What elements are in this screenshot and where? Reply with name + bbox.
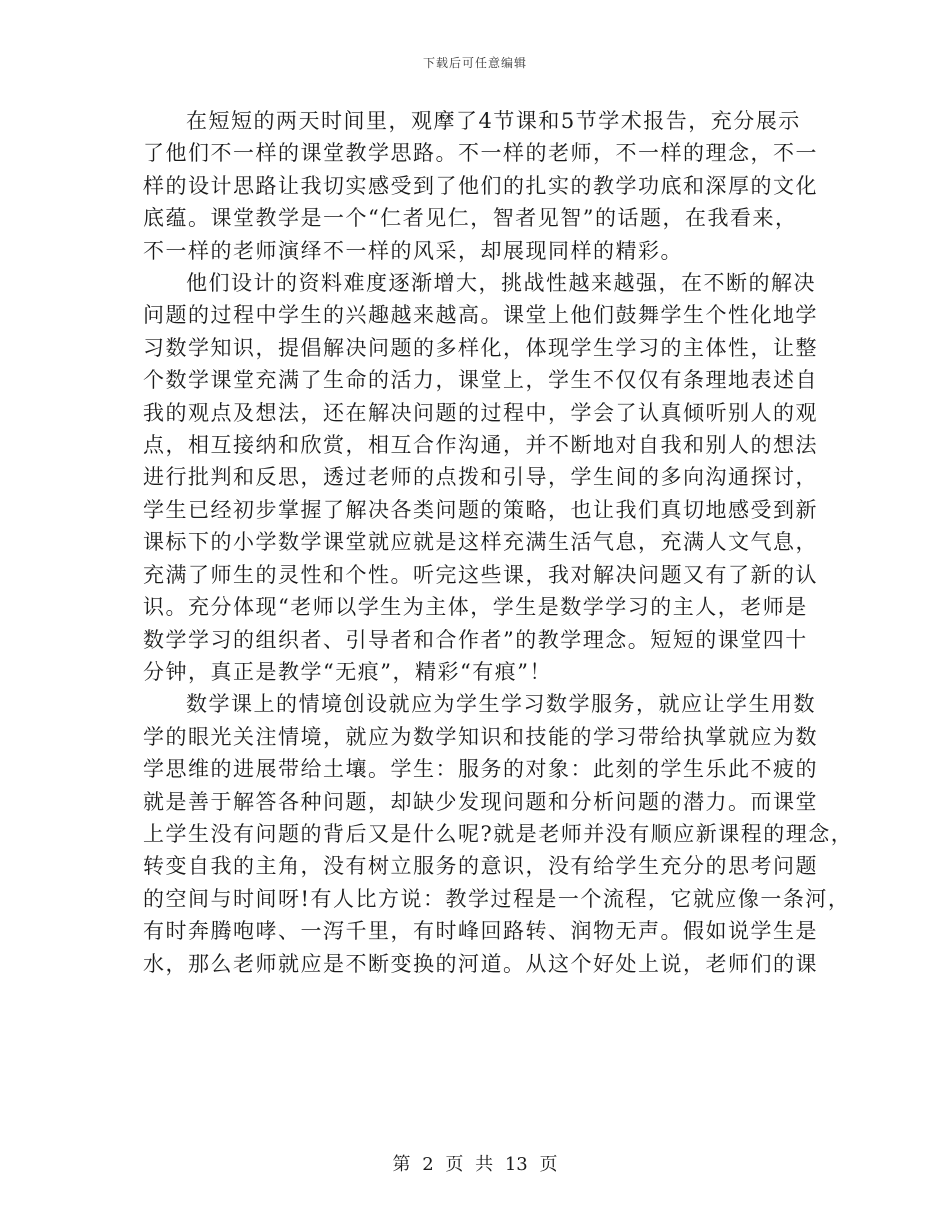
- document-body: [143, 105, 854, 980]
- text-line: 个数学课堂充满了生命的活力，课堂上，学生不仅仅有条理地表述自: [143, 368, 818, 393]
- text-line: 学的眼光关注情境，就应为数学知识和技能的学习带给执掌就应为数: [143, 724, 818, 749]
- text-line: 分钟，真正是教学“无痕”，精彩“有痕”！: [143, 659, 552, 684]
- text-line: 课标下的小学数学课堂就应就是这样充满生活气息，充满人文气息，: [143, 530, 818, 555]
- text-line: 样的设计思路让我切实感受到了他们的扎实的教学功底和深厚的文化: [143, 173, 818, 198]
- text-line: 在短短的两天时间里，观摩了4节课和5节学术报告，充分展示: [186, 109, 801, 133]
- text-line: 数学学习的组织者、引导者和合作者”的教学理念。短短的课堂四十: [143, 627, 808, 652]
- paragraph: [143, 267, 818, 688]
- paragraph: [143, 105, 818, 267]
- text-line: 转变自我的主角，没有树立服务的意识，没有给学生充分的思考问题: [143, 854, 818, 879]
- text-line: 我的观点及想法，还在解决问题的过程中，学会了认真倾听别人的观: [143, 400, 818, 425]
- text-line: 的空间与时间呀!有人比方说：教学过程是一个流程，它就应像一条河，: [143, 886, 851, 911]
- text-line: 就是善于解答各种问题，却缺少发现问题和分析问题的潜力。而课堂: [143, 789, 818, 814]
- text-line: 有时奔腾咆哮、一泻千里，有时峰回路转、润物无声。假如说学生是: [143, 919, 818, 944]
- paragraph: [143, 688, 854, 980]
- text-line: 习数学知识，提倡解决问题的多样化，体现学生学习的主体性，让整: [143, 335, 818, 360]
- text-line: 学生已经初步掌握了解决各类问题的策略，也让我们真切地感受到新: [143, 497, 818, 522]
- page-footer: 第 2 页 共 13 页: [392, 1154, 558, 1175]
- text-line: 数学课上的情境创设就应为学生学习数学服务，就应让学生用数: [186, 692, 816, 717]
- text-line: 学思维的进展带给土壤。学生：服务的对象：此刻的学生乐此不疲的: [143, 757, 818, 782]
- text-line: 不一样的老师演绎不一样的风采，却展现同样的精彩。: [143, 238, 683, 263]
- text-line: 上学生没有问题的背后又是什么呢?就是老师并没有顺应新课程的理念，: [143, 821, 854, 846]
- text-line: 点，相互接纳和欣赏，相互合作沟通，并不断地对自我和别人的想法: [143, 433, 818, 458]
- text-line: 水，那么老师就应是不断变换的河道。从这个好处上说，老师们的课: [143, 951, 818, 976]
- text-line: 问题的过程中学生的兴趣越来越高。课堂上他们鼓舞学生个性化地学: [143, 303, 818, 328]
- text-line: 识。充分体现“老师以学生为主体，学生是数学学习的主人，老师是: [143, 595, 808, 620]
- text-line: 进行批判和反思，透过老师的点拨和引导，学生间的多向沟通探讨，: [143, 465, 818, 490]
- page-header: 下载后可任意编辑: [422, 56, 527, 70]
- text-line: 他们设计的资料难度逐渐增大，挑战性越来越强，在不断的解决: [186, 271, 816, 296]
- text-line: 充满了师生的灵性和个性。听完这些课，我对解决问题又有了新的认: [143, 562, 818, 587]
- text-line: 底蕴。课堂教学是一个“仁者见仁，智者见智”的话题，在我看来，: [143, 206, 798, 231]
- text-line: 了他们不一样的课堂教学思路。不一样的老师，不一样的理念，不一: [143, 141, 818, 166]
